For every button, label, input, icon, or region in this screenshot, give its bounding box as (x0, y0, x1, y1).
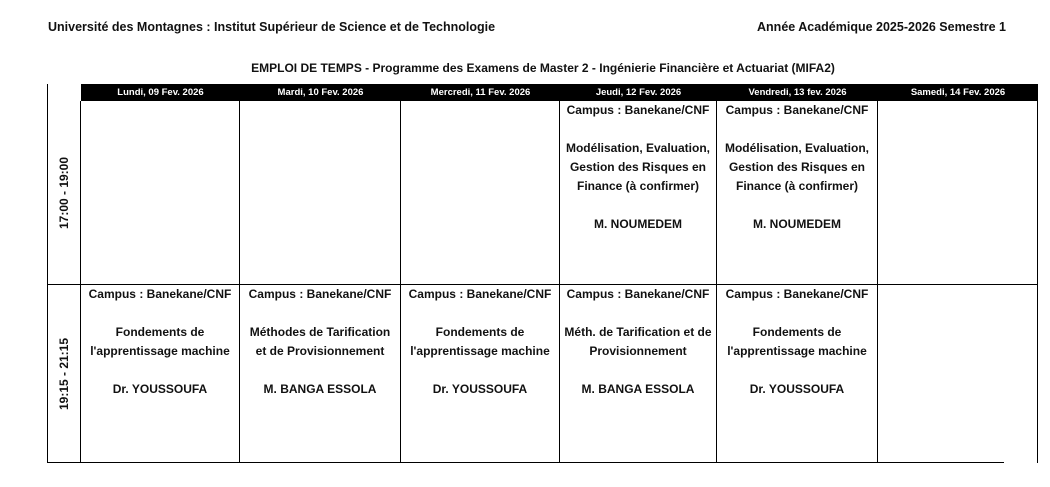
exam-campus: Campus : Banekane/CNF (566, 103, 710, 117)
time-slot (48, 285, 81, 463)
day-header: Lundi, 09 Fev. 2026 (81, 84, 240, 101)
exam-campus: Campus : Banekane/CNF (725, 103, 869, 117)
time-slot-label: 17:00 - 19:00 (57, 156, 72, 229)
day-header: Vendredi, 13 fev. 2026 (717, 84, 878, 101)
exam-cell (81, 285, 240, 463)
exam-course: Fondements de l'apprentissage machine (410, 325, 550, 358)
grid-spacer (1038, 285, 1050, 463)
exam-cell-empty (81, 101, 240, 285)
day-header: Mardi, 10 Fev. 2026 (240, 84, 401, 101)
exam-campus: Campus : Banekane/CNF (408, 287, 552, 301)
exam-campus: Campus : Banekane/CNF (725, 287, 869, 301)
exam-cell (560, 285, 717, 463)
timetable-grid (47, 84, 1004, 463)
exam-cell (240, 285, 401, 463)
time-slot-label: 19:15 - 21:15 (57, 337, 72, 411)
day-header: Jeudi, 12 Fev. 2026 (560, 84, 717, 101)
day-header: Mercredi, 11 Fev. 2026 (401, 84, 560, 101)
exam-campus: Campus : Banekane/CNF (566, 287, 710, 301)
exam-cell (717, 101, 878, 285)
exam-campus: Campus : Banekane/CNF (88, 287, 232, 301)
header-spacer (1038, 84, 1050, 101)
exam-professor: M. NOUMEDEM (753, 217, 841, 231)
exam-professor: M. NOUMEDEM (594, 217, 682, 231)
grid-spacer (1038, 101, 1050, 285)
exam-professor: Dr. YOUSSOUFA (112, 382, 208, 396)
exam-professor: M. BANGA ESSOLA (263, 382, 377, 396)
exam-cell-empty (401, 101, 560, 285)
exam-course: Méth. de Tarification et de Provisionnement (564, 325, 712, 358)
academic-year: Année Académique 2025-2026 Semestre 1 (757, 20, 1006, 34)
exam-cell (717, 285, 878, 463)
exam-cell (401, 285, 560, 463)
exam-cell-empty (878, 101, 1038, 285)
exam-cell-empty (240, 101, 401, 285)
exam-course: Modélisation, Evaluation, Gestion des Risques en Finance (à confirmer) (724, 141, 870, 193)
exam-course: Fondements de l'apprentissage machine (90, 325, 230, 358)
institution-name: Université des Montagnes : Institut Supérieur de Science et de Technologie (48, 20, 496, 34)
exam-campus: Campus : Banekane/CNF (248, 287, 392, 301)
exam-course: Méthodes de Tarification et de Provisionnement (249, 325, 391, 358)
time-slot (48, 101, 81, 285)
day-header: Samedi, 14 Fev. 2026 (878, 84, 1038, 101)
exam-professor: Dr. YOUSSOUFA (749, 382, 845, 396)
exam-cell-empty (878, 285, 1038, 463)
document-title: EMPLOI DE TEMPS - Programme des Examens de Master 2 - Ingénierie Financière et Actuariat (MIFA2) (251, 61, 835, 75)
exam-course: Fondements de l'apprentissage machine (727, 325, 867, 358)
header-corner (48, 84, 81, 101)
exam-course: Modélisation, Evaluation, Gestion des Risques en Finance (à confirmer) (565, 141, 711, 193)
exam-professor: M. BANGA ESSOLA (581, 382, 695, 396)
exam-cell (560, 101, 717, 285)
exam-professor: Dr. YOUSSOUFA (432, 382, 528, 396)
